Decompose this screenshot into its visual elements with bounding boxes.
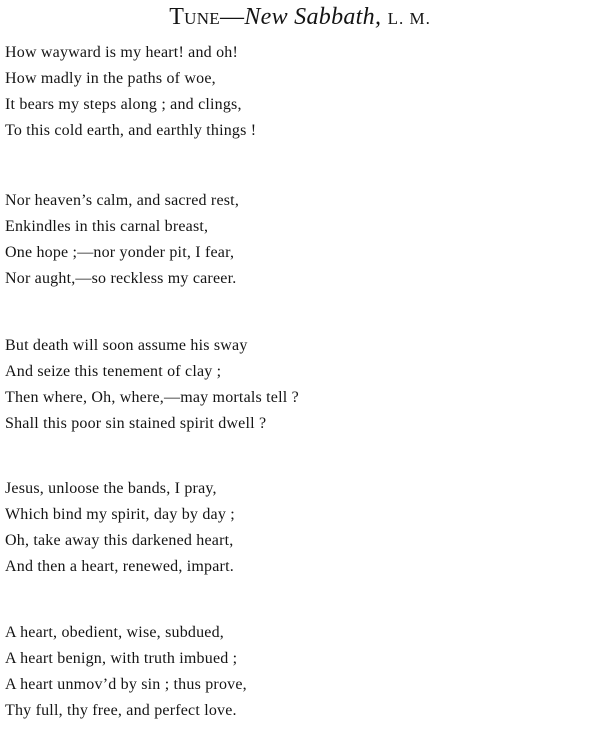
stanza-3 <box>5 333 599 437</box>
verse-line: Nor heaven’s calm, and sacred rest, <box>5 192 240 209</box>
stanza-4 <box>5 476 599 580</box>
verse-line: How wayward is my heart! and oh! <box>5 44 239 61</box>
verse-line: And seize this tenement of clay ; <box>5 363 222 380</box>
tune-label: Tune <box>169 4 220 30</box>
verse-line: Then where, Oh, where,—may mortals tell ? <box>5 389 299 406</box>
verse-line: Enkindles in this carnal breast, <box>5 218 209 235</box>
verse-line: Shall this poor sin stained spirit dwell ? <box>5 415 267 432</box>
verse-line: Nor aught,—so reckless my career. <box>5 270 237 287</box>
verse-line: But death will soon assume his sway <box>5 337 248 354</box>
verse-line: Which bind my spirit, day by day ; <box>5 506 235 523</box>
verse-line: One hope ;—nor yonder pit, I fear, <box>5 244 235 261</box>
verse-line: Oh, take away this darkened heart, <box>5 532 234 549</box>
stanza-2 <box>5 188 599 292</box>
tune-name: New Sabbath, <box>244 4 382 30</box>
verse-line: Jesus, unloose the bands, I pray, <box>5 480 217 497</box>
tune-dash: — <box>220 4 245 30</box>
verse-line: It bears my steps along ; and clings, <box>5 96 242 113</box>
verse-line: How madly in the paths of woe, <box>5 70 216 87</box>
stanza-1 <box>5 40 599 144</box>
tune-heading <box>0 2 600 34</box>
verse-line: Thy full, thy free, and perfect love. <box>5 702 237 719</box>
verse-line: A heart benign, with truth imbued ; <box>5 650 238 667</box>
verse-line: A heart unmov’d by sin ; thus prove, <box>5 676 247 693</box>
stanza-5 <box>5 620 599 724</box>
tune-meter: L. M. <box>387 9 431 28</box>
verse-line: A heart, obedient, wise, subdued, <box>5 624 224 641</box>
verse-line: To this cold earth, and earthly things ! <box>5 122 257 139</box>
verse-line: And then a heart, renewed, impart. <box>5 558 234 575</box>
